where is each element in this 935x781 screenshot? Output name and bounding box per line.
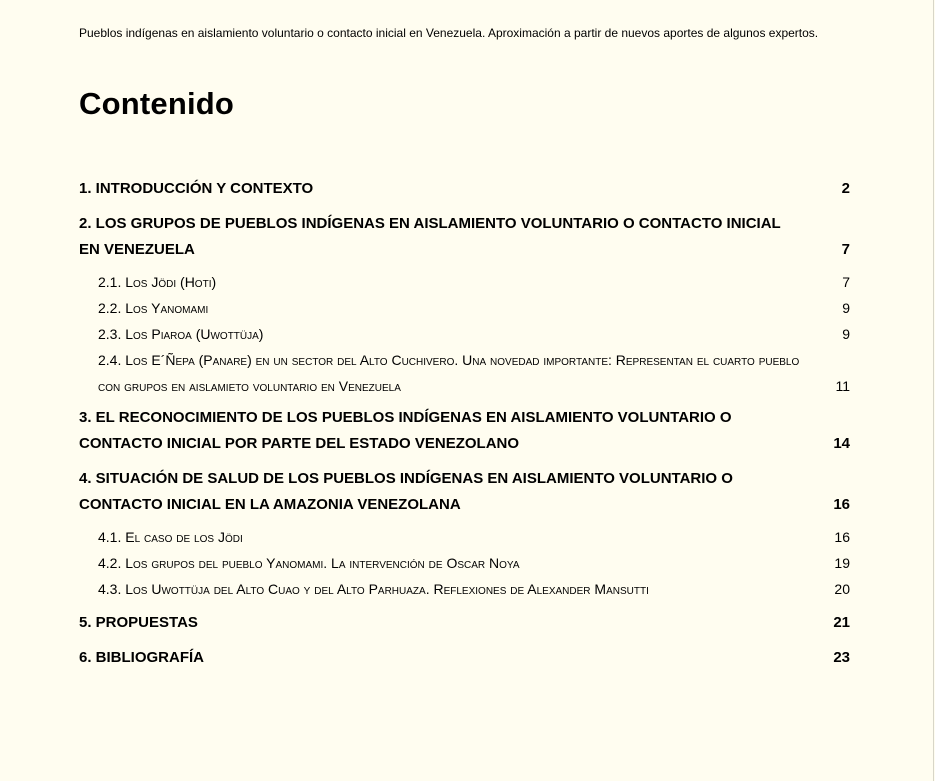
toc-entry-page: 7 — [842, 274, 850, 290]
toc-entry-page: 9 — [842, 300, 850, 316]
toc-entry-label: 1. INTRODUCCIÓN Y CONTEXTO — [79, 180, 314, 197]
toc-entry-label: 2.4. Los E´Ñepa (Panare) en un sector del Alto Cuchivero. Una novedad importante: Representan el cuarto pueblo con grupos en aislamieto voluntario en Venezuela — [98, 352, 800, 394]
toc-entry-page: 11 — [835, 378, 850, 394]
toc-entry-6[interactable] — [79, 645, 850, 671]
toc-entry-2[interactable] — [79, 211, 850, 263]
toc-entry-label: 6. BIBLIOGRAFÍA — [79, 649, 205, 666]
toc-entry-label: 2. LOS GRUPOS DE PUEBLOS INDÍGENAS EN AISLAMIENTO VOLUNTARIO O CONTACTO INICIAL EN VENEZUELA — [79, 215, 781, 258]
toc-entry-page: 16 — [834, 529, 850, 545]
toc-title: Contenido — [79, 86, 235, 121]
toc-entry-4[interactable] — [79, 466, 850, 518]
toc-entry-page: 19 — [834, 555, 850, 571]
toc-entry-label: 4.2. Los grupos del pueblo Yanomami. La intervención de Oscar Noya — [98, 555, 520, 571]
toc-entry-label: 5. PROPUESTAS — [79, 614, 198, 631]
toc-entry-2-2[interactable] — [79, 295, 850, 321]
toc-entry-page: 21 — [833, 614, 850, 631]
toc-entry-page: 16 — [833, 496, 850, 513]
toc-entry-3[interactable] — [79, 405, 850, 457]
toc-entry-label: 4. SITUACIÓN DE SALUD DE LOS PUEBLOS INDÍGENAS EN AISLAMIENTO VOLUNTARIO O CONTACTO INICIAL EN LA AMAZONIA VENEZOLANA — [79, 470, 733, 513]
toc-entry-page: 23 — [833, 649, 850, 666]
toc-entry-5[interactable] — [79, 610, 850, 636]
toc-entry-4-3[interactable] — [79, 576, 850, 602]
toc-entry-label: 3. EL RECONOCIMIENTO DE LOS PUEBLOS INDÍGENAS EN AISLAMIENTO VOLUNTARIO O CONTACTO INICIAL POR PARTE DEL ESTADO VENEZOLANO — [79, 409, 732, 452]
toc-entry-page: 14 — [833, 435, 850, 452]
toc-entry-label: 2.3. Los Piaroa (Uwottüja) — [98, 326, 264, 342]
toc-entry-page: 7 — [841, 241, 850, 258]
toc-entry-label: 2.2. Los Yanomami — [98, 300, 209, 316]
running-header: Pueblos indígenas en aislamiento voluntario o contacto inicial en Venezuela. Aproximación a partir de nuevos aportes de algunos expertos. — [79, 26, 819, 40]
toc-entry-label: 2.1. Los Jödi (Hoti) — [98, 274, 217, 290]
table-of-contents — [79, 176, 850, 680]
toc-entry-1[interactable] — [79, 176, 850, 202]
toc-entry-2-1[interactable] — [79, 269, 850, 295]
toc-entry-4-2[interactable] — [79, 550, 850, 576]
toc-entry-label: 4.1. El caso de los Jödi — [98, 529, 243, 545]
toc-entry-2-3[interactable] — [79, 321, 850, 347]
toc-entry-page: 20 — [834, 581, 850, 597]
toc-entry-label: 4.3. Los Uwottüja del Alto Cuao y del Alto Parhuaza. Reflexiones de Alexander Mansutti — [98, 581, 649, 597]
toc-entry-2-4[interactable] — [79, 347, 850, 399]
toc-entry-page: 2 — [841, 180, 850, 197]
toc-entry-page: 9 — [842, 326, 850, 342]
toc-entry-4-1[interactable] — [79, 524, 850, 550]
